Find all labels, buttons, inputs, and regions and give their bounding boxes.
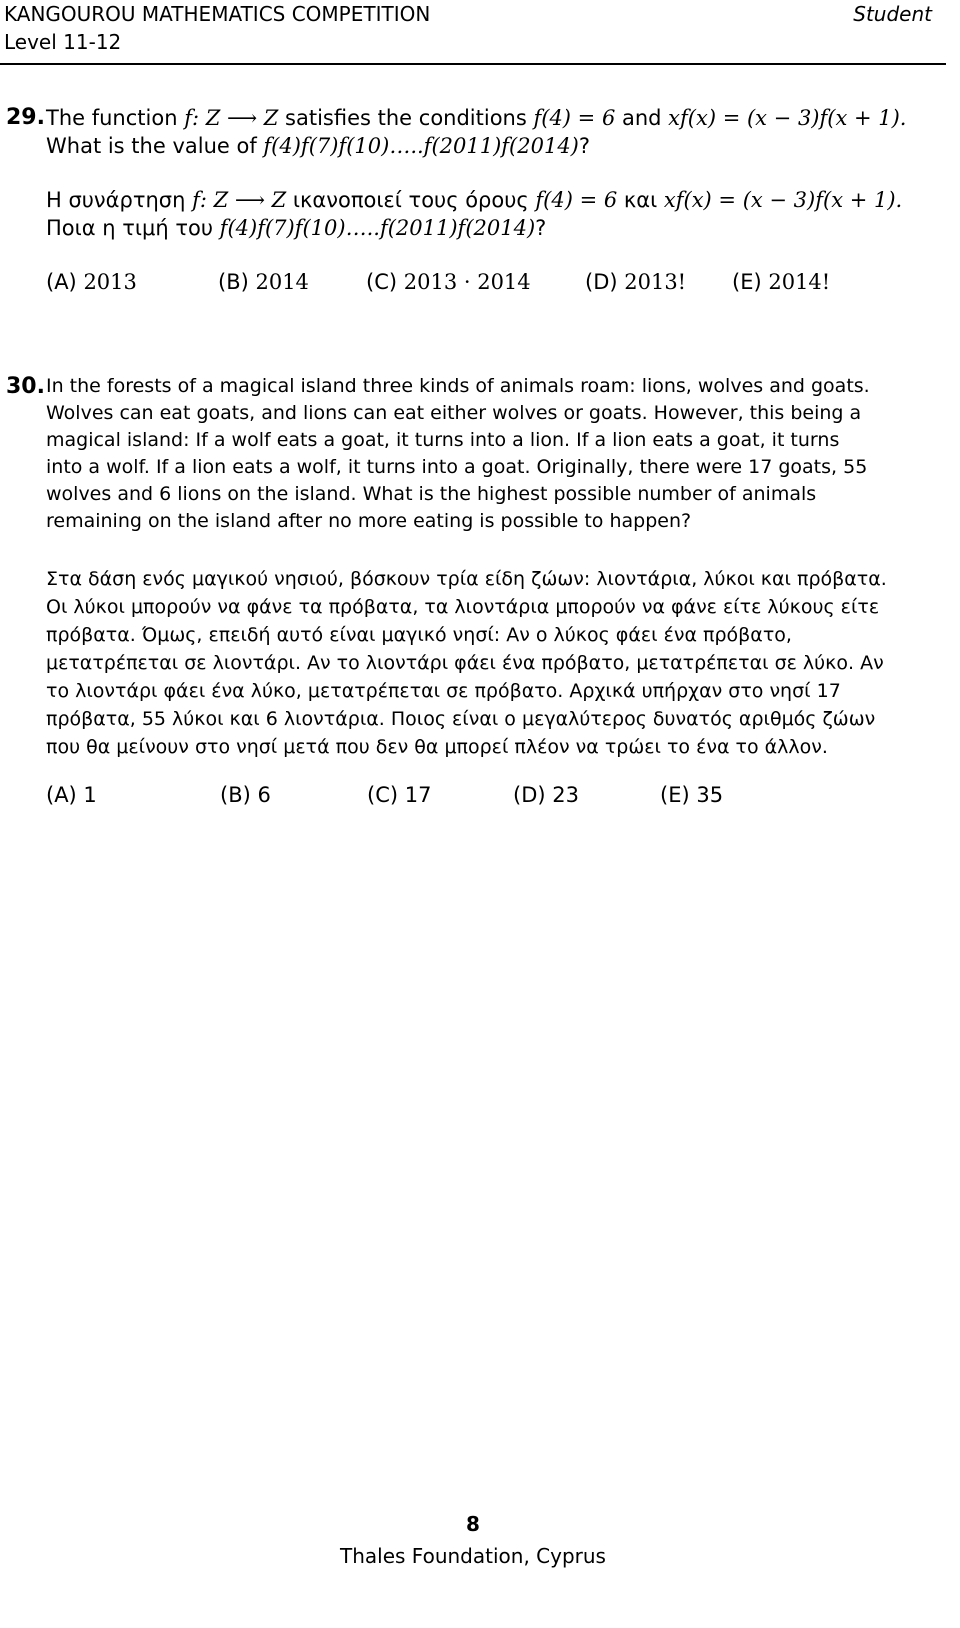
- foundation-name: Thales Foundation, Cyprus: [340, 1544, 606, 1568]
- q29-choice-c: (C) 2013 · 2014: [366, 270, 531, 294]
- q30-gr-line: μετατρέπεται σε λιοντάρι. Αν το λιοντάρι φάει ένα πρόβατο, μετατρέπεται σε λύκο. Αν: [46, 652, 884, 674]
- page-number: 8: [466, 1512, 480, 1536]
- q30-english-text: [46, 373, 946, 535]
- q29-en-line-2: What is the value of f(4)f(7)f(10)…..f(2011)f(2014)?: [46, 134, 591, 158]
- q30-choice-e: (E) 35: [660, 783, 724, 807]
- q30-en-line: wolves and 6 lions on the island. What is the highest possible number of animals: [46, 483, 817, 505]
- category-label: Student: [853, 2, 932, 26]
- q30-en-line: into a wolf. If a lion eats a wolf, it turns into a goat. Originally, there were 17 goats, 55: [46, 456, 868, 478]
- q29-gr-line-1: Η συνάρτηση f: Z ⟶ Z ικανοποιεί τους όρους f(4) = 6 και xf(x) = (x − 3)f(x + 1).: [46, 188, 903, 212]
- q29-gr-line-2: Ποια η τιμή του f(4)f(7)f(10)…..f(2011)f(2014)?: [46, 216, 547, 240]
- question-30-number: 30.: [6, 374, 45, 399]
- q30-choice-a: (A) 1: [46, 783, 97, 807]
- q30-choice-c: (C) 17: [367, 783, 432, 807]
- q30-gr-line: Οι λύκοι μπορούν να φάνε τα πρόβατα, τα λιοντάρια μπορούν να φάνε είτε λύκους είτε: [46, 596, 880, 618]
- q30-en-line: remaining on the island after no more eating is possible to happen?: [46, 510, 692, 532]
- question-29-number: 29.: [6, 105, 45, 130]
- competition-name: KANGOUROU MATHEMATICS COMPETITION: [4, 2, 431, 26]
- q29-choice-a: (A) 2013: [46, 270, 137, 294]
- q29-en-line-1: The function f: Z ⟶ Z satisfies the conditions f(4) = 6 and xf(x) = (x − 3)f(x + 1).: [46, 106, 907, 130]
- q30-choice-d: (D) 23: [513, 783, 579, 807]
- q30-en-line: In the forests of a magical island three kinds of animals roam: lions, wolves and goats.: [46, 375, 870, 397]
- header-rule: [0, 63, 946, 65]
- q30-gr-line: πρόβατα, 55 λύκοι και 6 λιοντάρια. Ποιος είναι ο μεγαλύτερος δυνατός αριθμός ζώων: [46, 708, 876, 730]
- q30-en-line: magical island: If a wolf eats a goat, it turns into a lion. If a lion eats a goat, it turns: [46, 429, 840, 451]
- q29-choice-b: (B) 2014: [218, 270, 309, 294]
- q30-gr-line: το λιοντάρι φάει ένα λύκο, μετατρέπεται σε πρόβατο. Αρχικά υπήρχαν στο νησί 17: [46, 680, 841, 702]
- q29-choice-d: (D) 2013!: [585, 270, 687, 294]
- competition-title: [4, 0, 430, 56]
- q30-gr-line: πρόβατα. Όμως, επειδή αυτό είναι μαγικό νησί: Αν ο λύκος φάει ένα πρόβατο,: [46, 624, 792, 646]
- q30-choice-b: (B) 6: [220, 783, 271, 807]
- q30-greek-text: [46, 565, 946, 761]
- q29-choice-e: (E) 2014!: [732, 270, 831, 294]
- level-label: Level 11-12: [4, 30, 122, 54]
- q30-gr-line: Στα δάση ενός μαγικού νησιού, βόσκουν τρία είδη ζώων: λιοντάρια, λύκοι και πρόβατα.: [46, 568, 887, 590]
- q30-gr-line: που θα μείνουν στο νησί μετά που δεν θα μπορεί πλέον να τρώει το ένα το άλλον.: [46, 736, 828, 758]
- q30-en-line: Wolves can eat goats, and lions can eat either wolves or goats. However, this being a: [46, 402, 862, 424]
